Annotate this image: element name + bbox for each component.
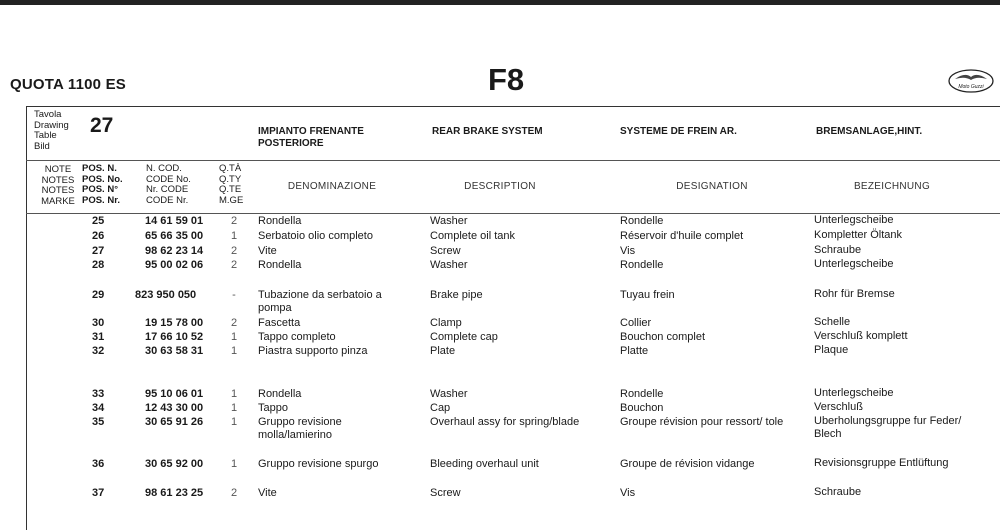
table-label: Drawing (34, 119, 69, 131)
row-qty: 2 (230, 215, 238, 227)
model-title: QUOTA 1100 ES (10, 76, 126, 93)
row-pos: 28 (92, 259, 105, 271)
row-de: Unterlegscheibe (814, 258, 894, 270)
row-de: Verschluß (814, 401, 863, 413)
row-pos: 27 (92, 245, 105, 257)
row-qty: 1 (230, 402, 238, 414)
row-fr: Vis (620, 245, 636, 257)
row-de: Schraube (814, 486, 862, 498)
row-en: Bleeding overhaul unit (430, 458, 539, 470)
row-pos: 32 (92, 345, 105, 357)
row-qty: - (232, 289, 236, 301)
table-label-block (34, 110, 69, 152)
row-qty: 2 (230, 245, 238, 257)
row-qty: 1 (230, 458, 238, 470)
col-header-qty: Q.TÀ Q.TY Q.TE M.GE (219, 163, 244, 206)
table-number: 27 (90, 114, 114, 137)
row-it: Gruppo revisione molla/lamierino (258, 416, 342, 441)
col-header-de: BEZEICHNUNG (853, 181, 931, 192)
row-de: Rohr für Bremse (814, 288, 895, 300)
logo-text: Moto Guzzi (958, 84, 984, 90)
row-en: Plate (430, 345, 456, 357)
row-qty: 1 (230, 230, 238, 242)
row-fr: Groupe révision pour ressort/ tole (620, 416, 784, 428)
row-en: Cap (430, 402, 451, 414)
row-fr: Platte (620, 345, 649, 357)
row-it: Piastra supporto pinza (258, 345, 368, 357)
row-de: Schraube (814, 244, 862, 256)
eagle-logo-icon (947, 68, 995, 94)
row-en: Brake pipe (430, 289, 483, 301)
page-code: F8 (488, 62, 525, 97)
row-it: Rondella (258, 388, 302, 400)
table-label: Bild (34, 140, 50, 152)
row-code: 30 65 91 26 (145, 416, 204, 428)
row-pos: 35 (92, 416, 105, 428)
row-de: Revisionsgruppe Entlüftung (814, 457, 949, 469)
row-code: 30 63 58 31 (145, 345, 204, 357)
row-en: Overhaul assy for spring/blade (430, 416, 580, 428)
row-fr: Groupe de révision vidange (620, 458, 755, 470)
col-header-note: NOTE NOTES NOTES MARKE (41, 164, 75, 207)
row-fr: Bouchon (620, 402, 664, 414)
row-en: Washer (430, 215, 468, 227)
col-header-pos: POS. N. POS. No. POS. N° POS. Nr. (82, 163, 123, 206)
row-en: Complete cap (430, 331, 498, 343)
row-it: Fascetta (258, 317, 301, 329)
row-de: Schelle (814, 316, 851, 328)
col-header-code: N. COD. CODE No. Nr. CODE CODE Nr. (146, 163, 191, 206)
header-divider (26, 160, 1000, 161)
row-fr: Bouchon complet (620, 331, 705, 343)
row-de: Unterlegscheibe (814, 214, 894, 226)
row-code: 30 65 92 00 (145, 458, 204, 470)
row-it: Vite (258, 487, 277, 499)
row-it: Rondella (258, 215, 302, 227)
row-de: Unterlegscheibe (814, 387, 894, 399)
row-code: 14 61 59 01 (145, 215, 204, 227)
row-de: Plaque (814, 344, 849, 356)
row-de: Kompletter Öltank (814, 229, 903, 241)
row-pos: 26 (92, 230, 105, 242)
row-en: Clamp (430, 317, 462, 329)
row-fr: Rondelle (620, 259, 664, 271)
col-header-it: DENOMINAZIONE (287, 181, 377, 192)
table-label: Tavola (34, 109, 62, 120)
section-title-fr: SYSTEME DE FREIN AR. (620, 126, 737, 137)
row-de: Uberholungsgruppe fur Feder/ Blech (814, 415, 962, 440)
row-en: Screw (430, 487, 461, 499)
row-pos: 30 (92, 317, 105, 329)
row-code: 95 00 02 06 (145, 259, 204, 271)
col-header-en: DESCRIPTION (464, 181, 536, 192)
row-en: Complete oil tank (430, 230, 515, 242)
row-it: Rondella (258, 259, 302, 271)
row-en: Screw (430, 245, 461, 257)
section-title-it: IMPIANTO FRENANTE POSTERIORE (258, 126, 364, 149)
row-code: 98 62 23 14 (145, 245, 204, 257)
row-qty: 2 (230, 317, 238, 329)
row-de: Verschluß komplett (814, 330, 908, 342)
row-code: 95 10 06 01 (145, 388, 204, 400)
row-fr: Rondelle (620, 388, 664, 400)
row-code: 98 61 23 25 (145, 487, 204, 499)
section-title-de: BREMSANLAGE,HINT. (816, 126, 923, 137)
row-en: Washer (430, 259, 468, 271)
row-en: Washer (430, 388, 468, 400)
row-qty: 1 (230, 331, 238, 343)
row-pos: 36 (92, 458, 105, 470)
row-pos: 25 (92, 215, 105, 227)
row-pos: 29 (92, 289, 105, 301)
row-fr: Réservoir d'huile complet (620, 230, 744, 242)
row-it: Serbatoio olio completo (258, 230, 373, 242)
row-code: 19 15 78 00 (145, 317, 204, 329)
top-border (0, 0, 1000, 5)
row-fr: Tuyau frein (620, 289, 675, 301)
row-qty: 2 (230, 487, 238, 499)
row-fr: Collier (620, 317, 652, 329)
section-title-en: REAR BRAKE SYSTEM (432, 126, 543, 137)
row-qty: 1 (230, 345, 238, 357)
row-pos: 34 (92, 402, 105, 414)
table-label: Table (34, 130, 57, 141)
row-code: 65 66 35 00 (145, 230, 204, 242)
row-pos: 37 (92, 487, 105, 499)
col-header-fr: DESIGNATION (676, 181, 748, 192)
row-it: Tubazione da serbatoio a pompa (258, 289, 382, 314)
row-code: 823 950 050 (135, 289, 197, 301)
row-qty: 1 (230, 416, 238, 428)
row-it: Vite (258, 245, 277, 257)
row-qty: 2 (230, 259, 238, 271)
row-code: 12 43 30 00 (145, 402, 204, 414)
row-fr: Rondelle (620, 215, 664, 227)
row-it: Tappo (258, 402, 288, 414)
row-pos: 31 (92, 331, 105, 343)
row-code: 17 66 10 52 (145, 331, 204, 343)
row-qty: 1 (230, 388, 238, 400)
row-pos: 33 (92, 388, 105, 400)
row-it: Gruppo revisione spurgo (258, 458, 379, 470)
row-it: Tappo completo (258, 331, 336, 343)
row-fr: Vis (620, 487, 636, 499)
